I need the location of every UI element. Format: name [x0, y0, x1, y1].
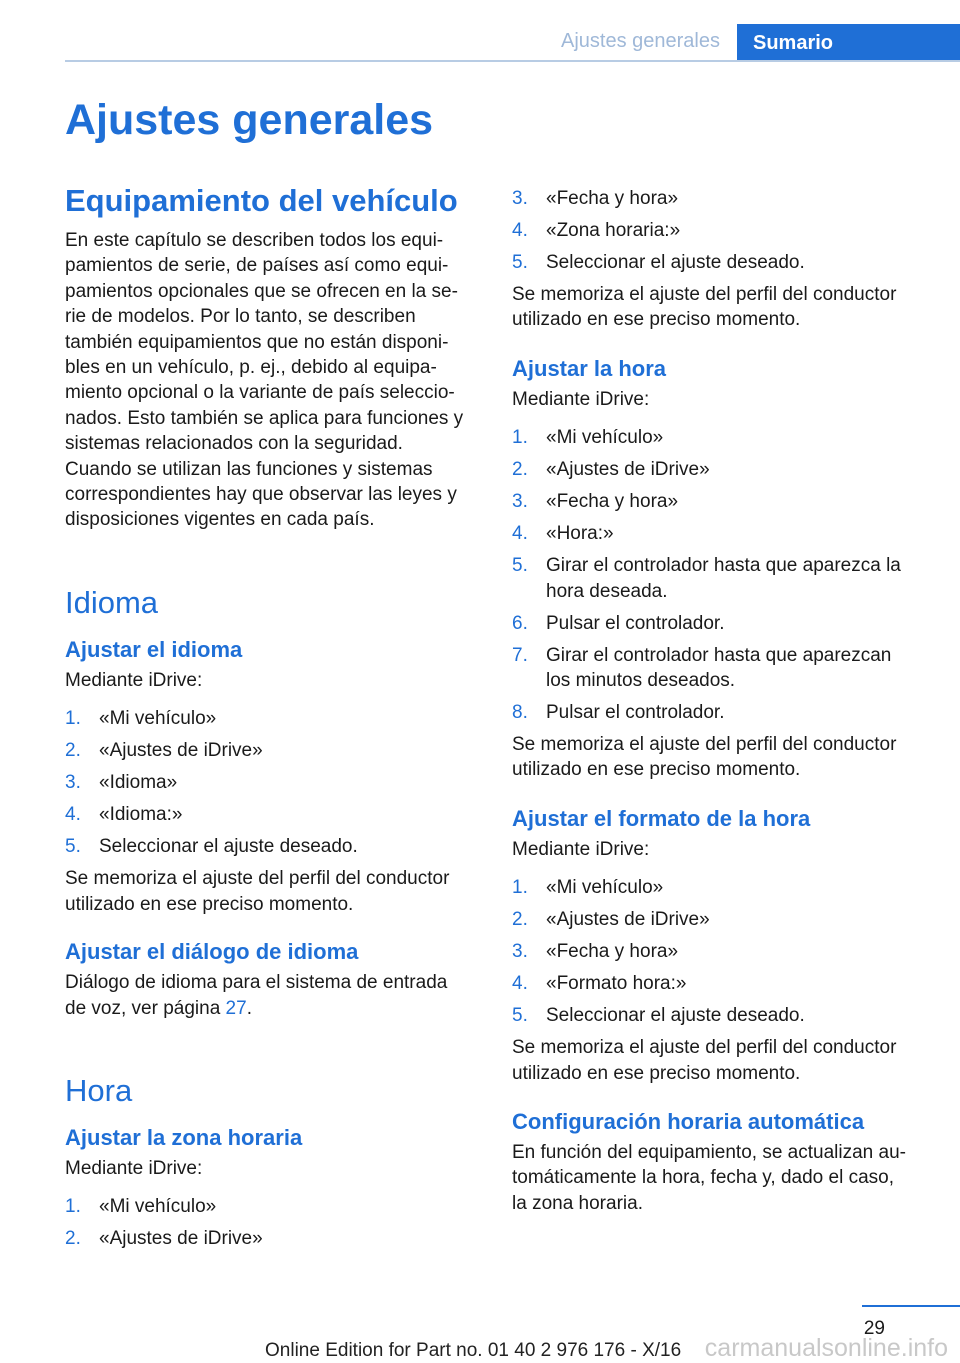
page-link-27[interactable]: 27	[225, 997, 247, 1019]
step-number: 7.	[512, 644, 528, 666]
step-text: «Mi vehículo»	[99, 708, 217, 730]
step-text: Seleccionar el ajuste deseado.	[546, 252, 805, 273]
step-number: 3.	[512, 941, 528, 963]
list-item	[65, 1194, 481, 1219]
list-item	[512, 250, 930, 275]
step-number: 3.	[65, 772, 81, 794]
list-item	[65, 1226, 481, 1251]
step-number: 2.	[65, 740, 81, 762]
time-format-intro: Mediante iDrive:	[512, 838, 650, 860]
list-item	[512, 1003, 930, 1028]
set-time-intro: Mediante iDrive:	[512, 388, 650, 410]
time-zone-steps-part2	[512, 186, 930, 275]
step-number: 5.	[512, 555, 528, 577]
list-item	[512, 971, 930, 996]
step-text: Pulsar el controlador.	[546, 612, 725, 634]
step-number: 2.	[512, 909, 528, 931]
step-text: Girar el controlador hasta que aparezca la hora deseada.	[546, 555, 901, 602]
set-time-note: Se memoriza el ajuste del perfil del conductor utilizado en ese preciso momento.	[512, 734, 897, 781]
step-number: 2.	[65, 1228, 81, 1250]
idioma-heading: Idioma	[65, 584, 159, 620]
step-number: 2.	[512, 459, 528, 481]
set-language-heading: Ajustar el idioma	[65, 636, 243, 662]
list-item	[65, 802, 481, 827]
step-number: 4.	[512, 973, 528, 995]
list-item	[512, 521, 930, 546]
list-item	[65, 738, 481, 763]
step-number: 3.	[512, 491, 528, 513]
language-dialog-heading: Ajustar el diálogo de idioma	[65, 939, 359, 965]
time-format-note: Se memoriza el ajuste del perfil del conductor utilizado en ese preciso momento.	[512, 1037, 897, 1084]
step-text: «Ajustes de iDrive»	[99, 1228, 263, 1250]
list-item	[512, 489, 930, 514]
header-rule	[65, 60, 960, 62]
step-number: 1.	[65, 1196, 81, 1218]
list-item	[512, 875, 930, 900]
time-format-heading: Ajustar el formato de la hora	[512, 805, 811, 831]
step-text: «Zona horaria:»	[546, 220, 681, 241]
time-zone-heading: Ajustar la zona horaria	[65, 1124, 303, 1150]
step-number: 5.	[65, 836, 81, 858]
time-zone-note: Se memoriza el ajuste del perfil del conductor utilizado en ese preciso momento.	[512, 284, 897, 331]
step-text: «Hora:»	[546, 523, 614, 545]
step-text: «Mi vehículo»	[546, 877, 664, 899]
hora-heading: Hora	[65, 1072, 133, 1108]
list-item	[512, 186, 930, 211]
step-text: Girar el controlador hasta que aparezcan los minutos deseados.	[546, 644, 892, 692]
auto-time-heading: Configuración horaria automática	[512, 1109, 865, 1135]
right-column	[512, 186, 930, 1216]
equipment-body: En este capítulo se describen todos los equi- pamientos de serie, de países así como equi- pamientos opcionales que se ofrecen en la se- rie de modelos. Por lo tanto, se describen también equipamientos que no están disponi- bles en un vehículo, p. ej., debido al equipa- miento opcional o la variante de país seleccio- nados. Esto también se aplica para funciones y sistemas relacionados con la seguridad. Cuando se utilizan las funciones y sistemas correspondientes hay que observar las leyes y disposiciones vigentes en cada país.	[65, 230, 464, 531]
set-language-intro: Mediante iDrive:	[65, 669, 203, 691]
footer-rule	[862, 1305, 960, 1307]
language-dialog-text: Diálogo de idioma para el sistema de entrada de voz, ver página 27.	[65, 972, 448, 1019]
list-item	[512, 700, 930, 725]
step-text: «Ajustes de iDrive»	[99, 740, 263, 762]
time-zone-steps-part1	[65, 1194, 481, 1251]
equipment-heading: Equipamiento del vehículo	[65, 183, 458, 218]
auto-time-body: En función del equipamiento, se actualizan au- tomáticamente la hora, fecha y, dado el caso, la zona horaria.	[512, 1142, 906, 1214]
list-item	[512, 457, 930, 482]
list-item	[512, 939, 930, 964]
time-zone-intro: Mediante iDrive:	[65, 1157, 203, 1179]
list-item	[512, 907, 930, 932]
list-item	[512, 425, 930, 450]
time-format-steps	[512, 875, 930, 1028]
left-column	[65, 183, 481, 1258]
set-language-note: Se memoriza el ajuste del perfil del conductor utilizado en ese preciso momento.	[65, 868, 450, 915]
list-item	[512, 553, 930, 604]
step-number: 4.	[65, 804, 81, 826]
step-number: 1.	[512, 427, 528, 449]
step-text: «Mi vehículo»	[99, 1196, 217, 1218]
step-number: 4.	[512, 523, 528, 545]
list-item	[512, 611, 930, 636]
set-time-heading: Ajustar la hora	[512, 355, 667, 381]
step-number: 6.	[512, 612, 528, 634]
page-number: 29	[863, 1318, 885, 1339]
step-text: «Fecha y hora»	[546, 491, 679, 513]
list-item	[512, 643, 930, 694]
page-title: Ajustes generales	[65, 96, 434, 144]
step-number: 4.	[512, 220, 528, 241]
step-text: «Ajustes de iDrive»	[546, 909, 710, 931]
watermark: carmanualsonline.info	[704, 1334, 948, 1362]
step-number: 5.	[512, 1005, 528, 1027]
step-text: «Mi vehículo»	[546, 427, 664, 449]
header-summary-tab[interactable]: Sumario	[737, 24, 960, 62]
list-item	[65, 834, 481, 859]
list-item	[65, 706, 481, 731]
set-time-steps	[512, 425, 930, 725]
list-item	[65, 770, 481, 795]
edition-note: Online Edition for Part no. 01 40 2 976 176 - X/16	[265, 1340, 682, 1361]
list-item	[512, 218, 930, 243]
step-number: 8.	[512, 702, 528, 724]
step-text: «Idioma»	[99, 772, 178, 794]
step-number: 1.	[512, 877, 528, 899]
set-language-steps	[65, 706, 481, 859]
step-text: «Idioma:»	[99, 804, 183, 826]
step-number: 3.	[512, 188, 528, 209]
step-text: «Fecha y hora»	[546, 188, 679, 209]
header-section-title: Ajustes generales	[561, 30, 720, 52]
step-text: Seleccionar el ajuste deseado.	[99, 836, 358, 858]
step-text: Pulsar el controlador.	[546, 702, 725, 724]
step-number: 1.	[65, 708, 81, 730]
step-text: Seleccionar el ajuste deseado.	[546, 1005, 805, 1027]
step-text: «Formato hora:»	[546, 973, 687, 995]
step-text: «Ajustes de iDrive»	[546, 459, 710, 481]
step-text: «Fecha y hora»	[546, 941, 679, 963]
step-number: 5.	[512, 252, 528, 273]
